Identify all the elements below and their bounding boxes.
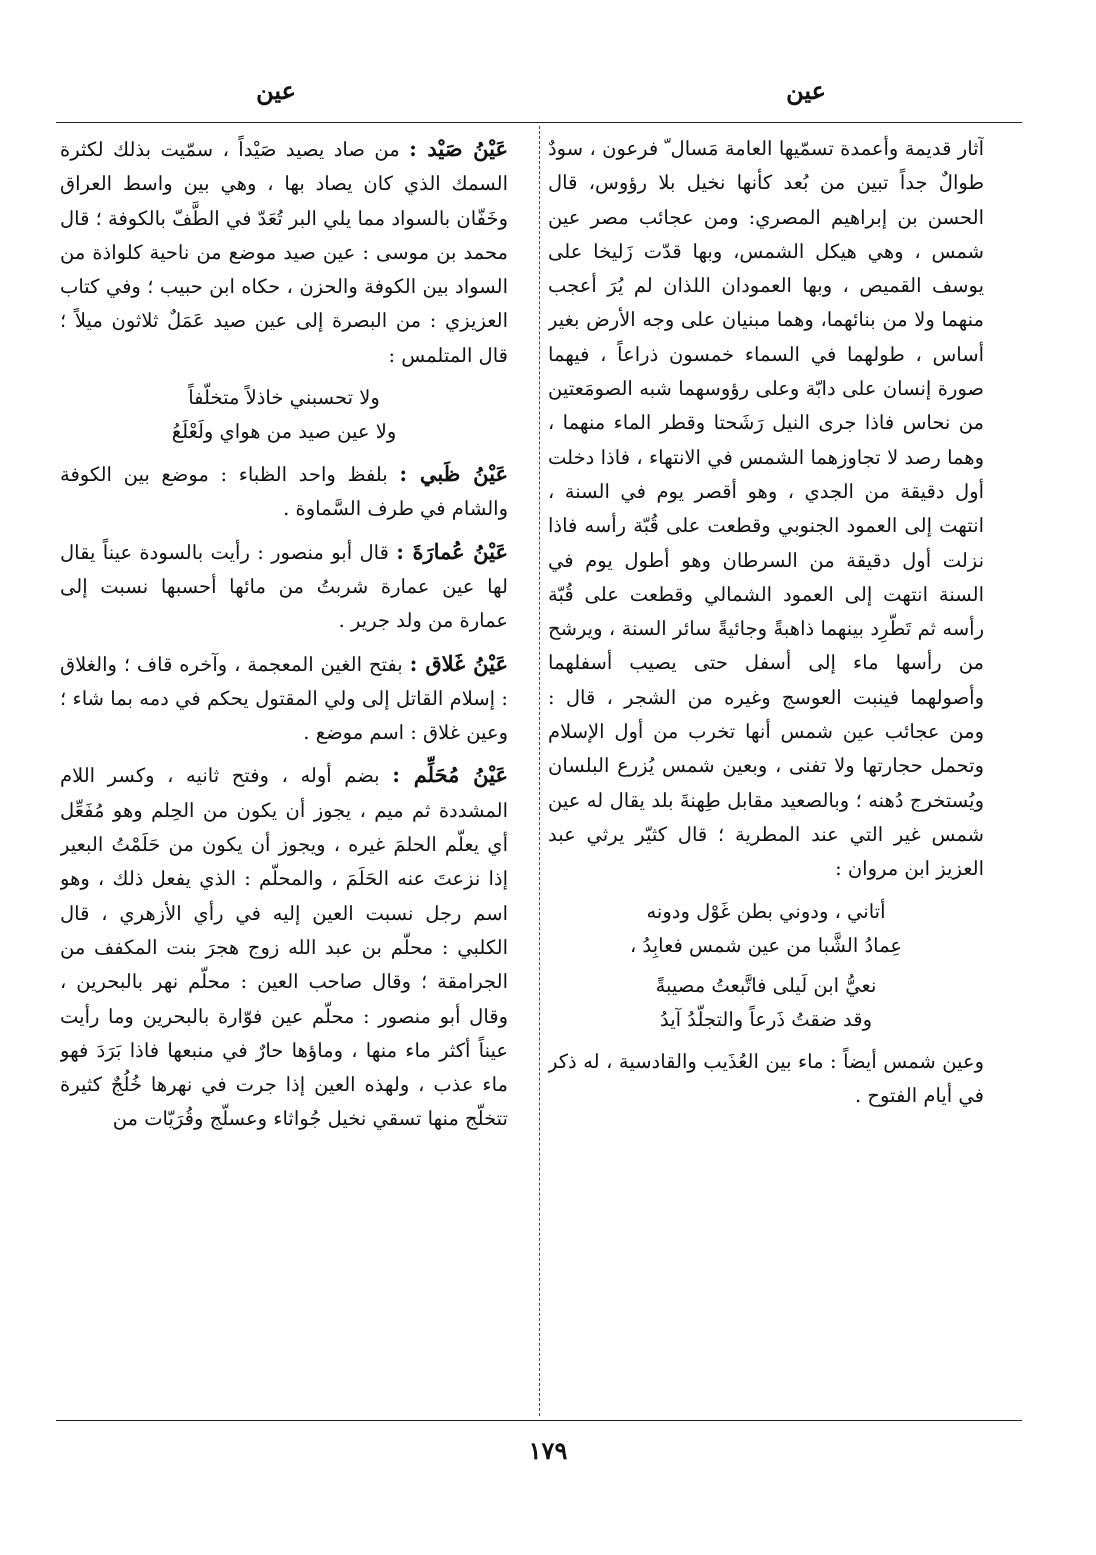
header-rule [56, 122, 1022, 123]
entry-ain-ghalaq [60, 647, 508, 751]
verse-line: أتاني ، ودوني بطن غَوْل ودونه [646, 899, 886, 923]
running-header-left: عين [256, 76, 296, 105]
entry-ain-muhallim [60, 758, 508, 1136]
right-column [548, 132, 984, 1412]
running-header-right: عين [786, 76, 826, 105]
left-column [60, 132, 508, 1412]
verse-mutalammis [60, 381, 508, 449]
footer-rule [56, 1420, 1022, 1421]
verse-kuthayyir [548, 895, 984, 1037]
ain-shams-text: آثار قديمة وأعمدة تسمّيها العامة مَسال ّ فرعون ، سودٌ طوالٌ جداً تبين من بُعد كأنها نخيل بلا رؤوس، قال الحسن بن إبراهيم المصري: ومن عجائب مصر عين شمس ، وهي هيكل الشمس، وبها قدّت زَليخا على يوسف القميص ، وبها العمودان اللذان لم يُرَ أعجب منهما ولا من بنائهما، وهما مبنيان على وجه الأرض بغير أساس ، طولهما في السماء خمسون ذراعاً ، فيهما صورة إنسان على دابّة وعلى رؤوسهما شبه الصومَعتين من نحاس فاذا جرى النيل رَشَحتا وقطر الماء منهما ، وهما رصد لا تجاوزهما الشمس في الانتهاء ، فاذا دخلت أول دقيقة من الجدي ، وهو أقصر يوم في السنة ، انتهت إلى العمود الجنوبي وقطعت على قُبّة رأسه فاذا نزلت أول دقيقة من السرطان وهو أطول يوم في السنة انتهت إلى العمود الشمالي وقطعت على قُبّة رأسه ثم تَطّرِد بينهما ذاهبةً وجائيةً سائر السنة ، ويرشح من رأسها ماء إلى أسفل حتى يصيب أسفلهما وأصولهما فينبت العوسج وغيره من الشجر ، قال : ومن عجائب عين شمس أنها تخرب من أول الإسلام وتحمل حجارتها ولا تفنى ، وبعين شمس يُزرع البلسان ويُستخرج دُهنه ؛ وبالصعيد مقابل طِهنةَ بلد يقال له عين شمس غير التي عند المطرية ؛ قال كثيّر يرثي عبد العزيز ابن مروان : [548, 137, 984, 881]
verse-line: ولا تحسبني خاذلاً متخلّفاً [188, 386, 380, 410]
entry-ain-zabi [60, 457, 508, 527]
entry-headword: عَيْنُ ظَبي : [399, 461, 508, 487]
entry-headword: عَيْنُ صَيْد : [409, 136, 508, 161]
page-number: ١٧٩ [528, 1436, 568, 1465]
entry-text: بفتح الغين المعجمة ، وآخره قاف ؛ والغلاق : إسلام القاتل إلى ولي المقتول يحكم في دمه بما شاء ؛ وعين غلاق : اسم موضع . [60, 652, 508, 745]
verse-line: نعيُّ ابن لَيلى فاتَّبعتُ مصيبةً [655, 973, 877, 997]
entry-text: قال أبو منصور : رأيت بالسودة عيناً يقال لها عين عمارة شربتُ من مائها أحسبها نسبت إلى عمارة من ولد جرير . [60, 540, 508, 633]
verse-line: ولا عين صيد من هواي ولَعْلَعُ [171, 420, 397, 444]
entry-headword: عَيْنُ عُمارَةَ : [396, 538, 508, 564]
entry-headword: عَيْنُ مُحَلِّم : [392, 762, 508, 788]
verse-line: وقد ضقتُ ذَرعاً والتجلّدُ آيدُ [659, 1007, 873, 1031]
entry-ain-umara [60, 535, 508, 639]
column-separator [539, 126, 540, 1416]
entry-text: بضم أوله ، وفتح ثانيه ، وكسر اللام المشددة ثم ميم ، يجوز أن يكون من الحِلم وهو مُفَعِّل أي يعلّم الحلمَ غيره ، ويجوز أن يكون من حَلَمْتُ البعير إذا نزعتَ عنه الحَلَمَ ، والمحلّم : الذي يفعل ذلك ، وهو اسم رجل نسبت العين إليه في رأي الأزهري ، قال الكلبي : محلّم بن عبد الله زوج هجرَ بنت المكفف من الجرامقة ؛ وقال صاحب العين : محلّم نهر بالبحرين ، وقال أبو منصور : محلّم عين فوّارة بالبحرين وما رأيت عيناً أكثر ماء منها ، وماؤها حارٌ في منبعها فاذا بَرَدَ فهو ماء عذب ، ولهذه العين إذا جرت في نهرها خُلُجٌ كثيرة تتخلّج منها تسقي نخيل جُواثاء وعسلّج وقُرَيّات من [60, 764, 508, 1131]
verse-line: عِمادُ الشَّبا من عين شمس فعابِدُ ، [629, 933, 903, 957]
entry-ain-sayd [60, 132, 508, 373]
entry-text: من صاد يصيد صَيْداً ، سمّيت بذلك لكثرة السمك الذي كان يصاد بها ، وهي بين واسط العراق وخَفّان بالسواد مما يلي البر تُعَدّ في الطَّفّ بالكوفة ؛ قال محمد بن موسى : عين صيد موضع من ناحية كلواذة من السواد بين الكوفة والحزن ، حكاه ابن حبيب ؛ وفي كتاب العزيزي : من البصرة إلى عين صيد عَمَلٌ ثلاثون ميلاً ؛ قال المتلمس : [60, 138, 508, 367]
entry-headword: عَيْنُ غَلاق : [409, 650, 508, 676]
entry-text: بلفظ واحد الظباء : موضع بين الكوفة والشام في طرف السَّماوة . [60, 463, 508, 521]
ain-shams-also-text: وعين شمس أيضاً : ماء بين العُذَيب والقادسية ، له ذكر في أيام الفتوح . [548, 1049, 984, 1107]
